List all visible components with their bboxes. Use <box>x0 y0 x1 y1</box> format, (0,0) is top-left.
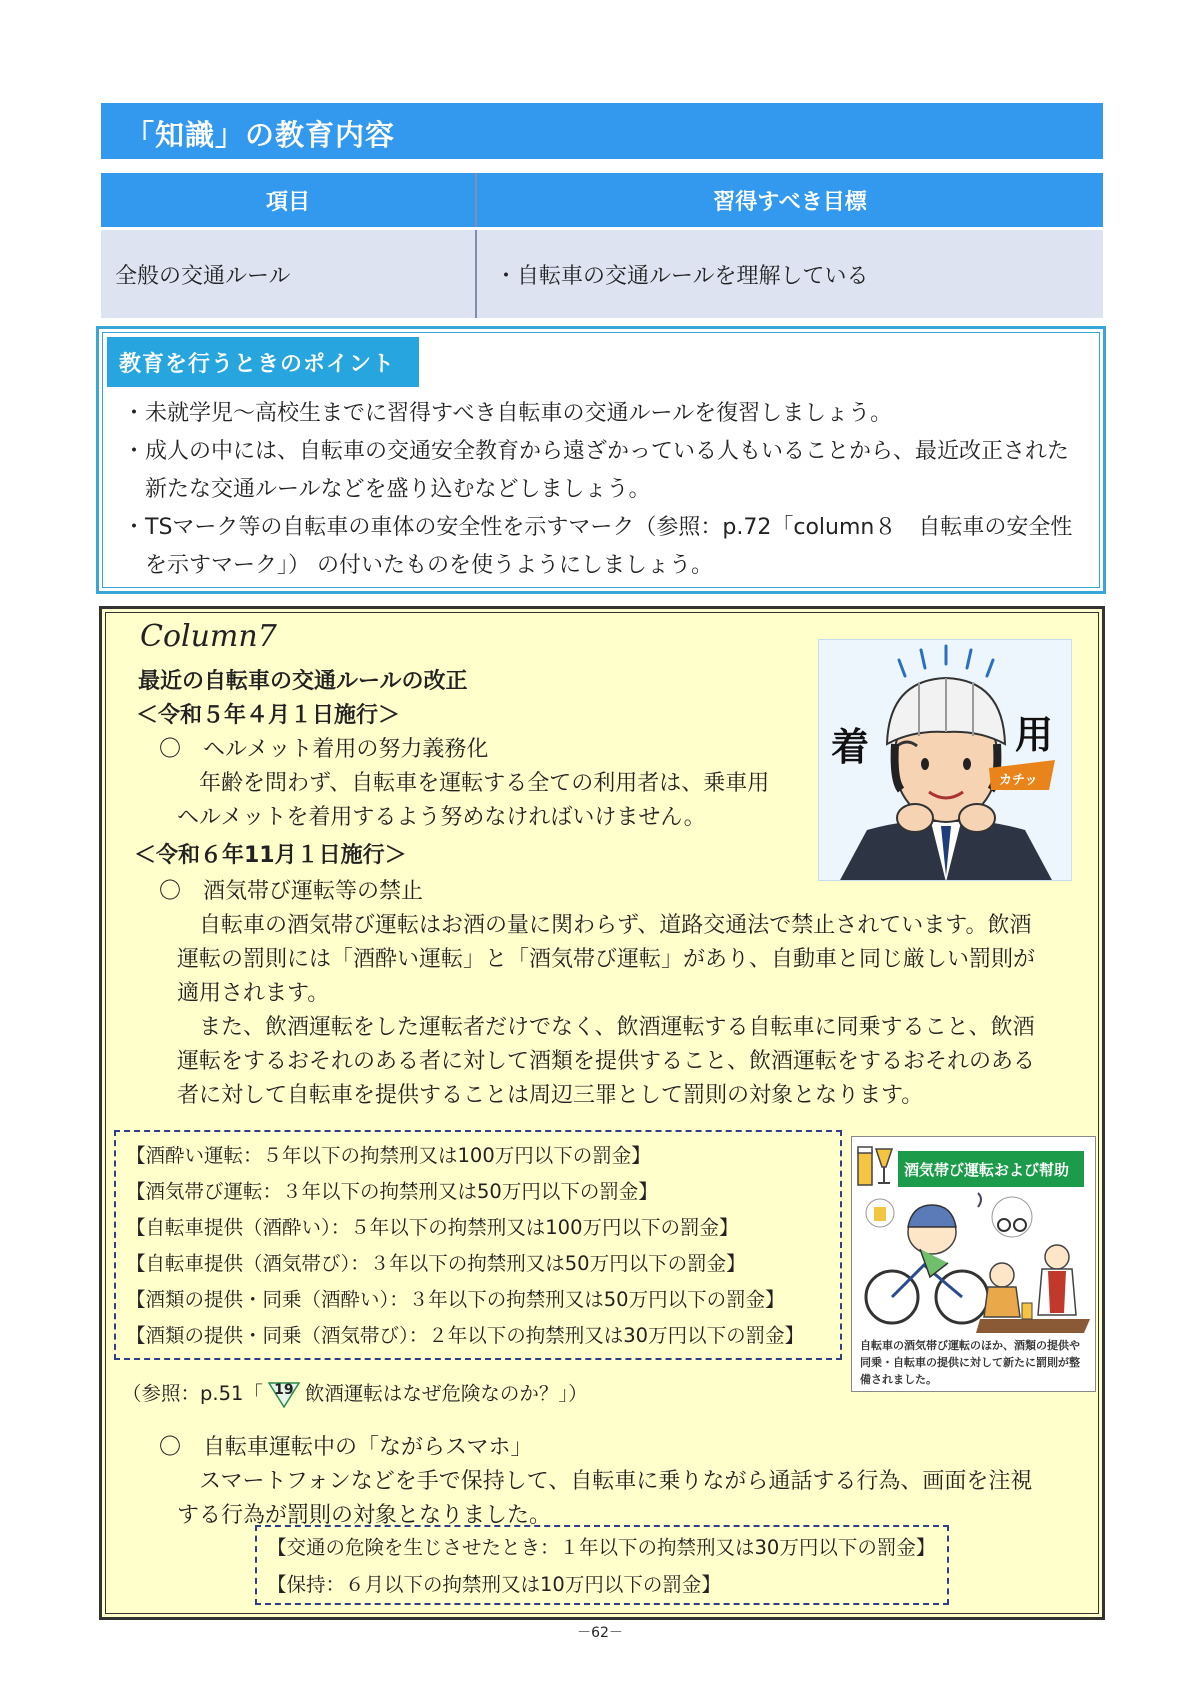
table-header-row <box>101 173 1103 230</box>
table-header-goal: 習得すべき目標 <box>475 173 1103 227</box>
svg-text:着: 着 <box>831 725 870 769</box>
points-label: 教育を行うときのポイント <box>107 337 419 387</box>
table-cell-item: 全般の交通ルール <box>101 230 475 318</box>
section1-body-line: ヘルメットを着用するよう努めなければいけません。 <box>177 805 706 830</box>
section3-line: スマートフォンなどを手で保持して、自転車に乗りながら通話する行為、画面を注視 <box>199 1469 1033 1494</box>
reference-prefix: （参照：p.51「 <box>122 1382 263 1405</box>
penalty-item: 【保持：６月以下の拘禁刑又は10万円以下の罰金】 <box>267 1573 721 1596</box>
section2-line: 運転をするおそれのある者に対して酒類を提供すること、飲酒運転をするおそれのある <box>177 1049 1036 1074</box>
points-item: ・未就学児～高校生までに習得すべき自転車の交通ルールを復習しましょう。 <box>123 401 893 426</box>
reference-suffix: 飲酒運転はなぜ危険なのか？」） <box>304 1382 588 1405</box>
section1-item: 〇 ヘルメット着用の努力義務化 <box>159 737 489 762</box>
helmet-person-icon <box>819 640 1072 881</box>
section2-date: ＜令和６年11月１日施行＞ <box>134 843 407 868</box>
page-number: －62－ <box>577 1625 623 1641</box>
reference-note <box>122 1377 588 1411</box>
penalty-item: 【酒酔い運転：５年以下の拘禁刑又は100万円以下の罰金】 <box>126 1144 651 1167</box>
points-box <box>96 326 1106 594</box>
svg-text:用: 用 <box>1015 713 1054 757</box>
table-cell-goal: ・自転車の交通ルールを理解している <box>475 230 1103 318</box>
column-box <box>99 606 1105 1620</box>
section2-item: 〇 酒気帯び運転等の禁止 <box>159 879 424 904</box>
drunk-riding-banner: 酒気帯び運転および幇助 <box>898 1151 1084 1187</box>
section3-line: する行為が罰則の対象となりました。 <box>177 1503 552 1528</box>
points-box-inner <box>102 332 1100 588</box>
penalty-list-smartphone <box>255 1525 949 1605</box>
section2-line: 適用されます。 <box>177 981 330 1006</box>
section2-line: 自転車の酒気帯び運転はお酒の量に関わらず、道路交通法で禁止されています。飲酒 <box>199 913 1032 938</box>
triangle-badge-number: 19 <box>274 1381 294 1398</box>
penalty-list-drink <box>114 1130 842 1360</box>
section1-body-line: 年齢を問わず、自転車を運転する全ての利用者は、乗車用 <box>199 771 770 796</box>
section2-line: また、飲酒運転をした運転者だけでなく、飲酒運転する自転車に同乗すること、飲酒 <box>199 1015 1035 1040</box>
helmet-illustration <box>818 639 1072 881</box>
triangle-badge-icon <box>267 1381 301 1409</box>
section1-date: ＜令和５年４月１日施行＞ <box>136 703 401 728</box>
penalty-item: 【酒類の提供・同乗（酒酔い）：３年以下の拘禁刑又は50万円以下の罰金】 <box>126 1288 785 1311</box>
section-header: 「知識」の教育内容 <box>101 103 1103 159</box>
penalty-item: 【交通の危険を生じさせたとき：１年以下の拘禁刑又は30万円以下の罰金】 <box>267 1536 936 1559</box>
section2-line: 者に対して自転車を提供することは周辺三罪として罰則の対象となります。 <box>177 1083 924 1108</box>
drunk-riding-illustration <box>851 1136 1096 1392</box>
drunk-riding-caption: 自転車の酒気帯び運転のほか、酒類の提供や同乗・自転車の提供に対して新たに罰則が整備されました。 <box>860 1339 1080 1386</box>
points-list <box>123 395 1089 585</box>
penalty-item: 【自転車提供（酒酔い）：５年以下の拘禁刑又は100万円以下の罰金】 <box>126 1216 739 1239</box>
penalty-item: 【自転車提供（酒気帯び）：３年以下の拘禁刑又は50万円以下の罰金】 <box>126 1252 746 1275</box>
penalty-item: 【酒気帯び運転：３年以下の拘禁刑又は50万円以下の罰金】 <box>126 1180 658 1203</box>
column-title: Column7 <box>140 619 277 654</box>
table-row <box>101 230 1103 318</box>
table-header-item: 項目 <box>101 173 475 227</box>
section3-item: 〇 自転車運転中の「ながらスマホ」 <box>159 1435 533 1460</box>
points-item: ・成人の中には、自転車の交通安全教育から遠ざかっている人もいることから、最近改正された新たな交通ルールなどを盛り込むなどしましょう。 <box>123 439 1070 502</box>
knowledge-table <box>101 173 1103 318</box>
svg-text:カチッ: カチッ <box>999 773 1038 788</box>
points-item: ・TSマーク等の自転車の車体の安全性を示すマーク（参照：p.72「column８ 自転車の安全性を示すマーク」） の付いたものを使うようにしましょう。 <box>123 515 1073 578</box>
column-heading: 最近の自転車の交通ルールの改正 <box>138 669 468 694</box>
section2-line: 運転の罰則には「酒酔い運転」と「酒気帯び運転」があり、自動車と同じ厳しい罰則が <box>177 947 1036 972</box>
penalty-item: 【酒類の提供・同乗（酒気帯び）：２年以下の拘禁刑又は30万円以下の罰金】 <box>126 1324 805 1347</box>
